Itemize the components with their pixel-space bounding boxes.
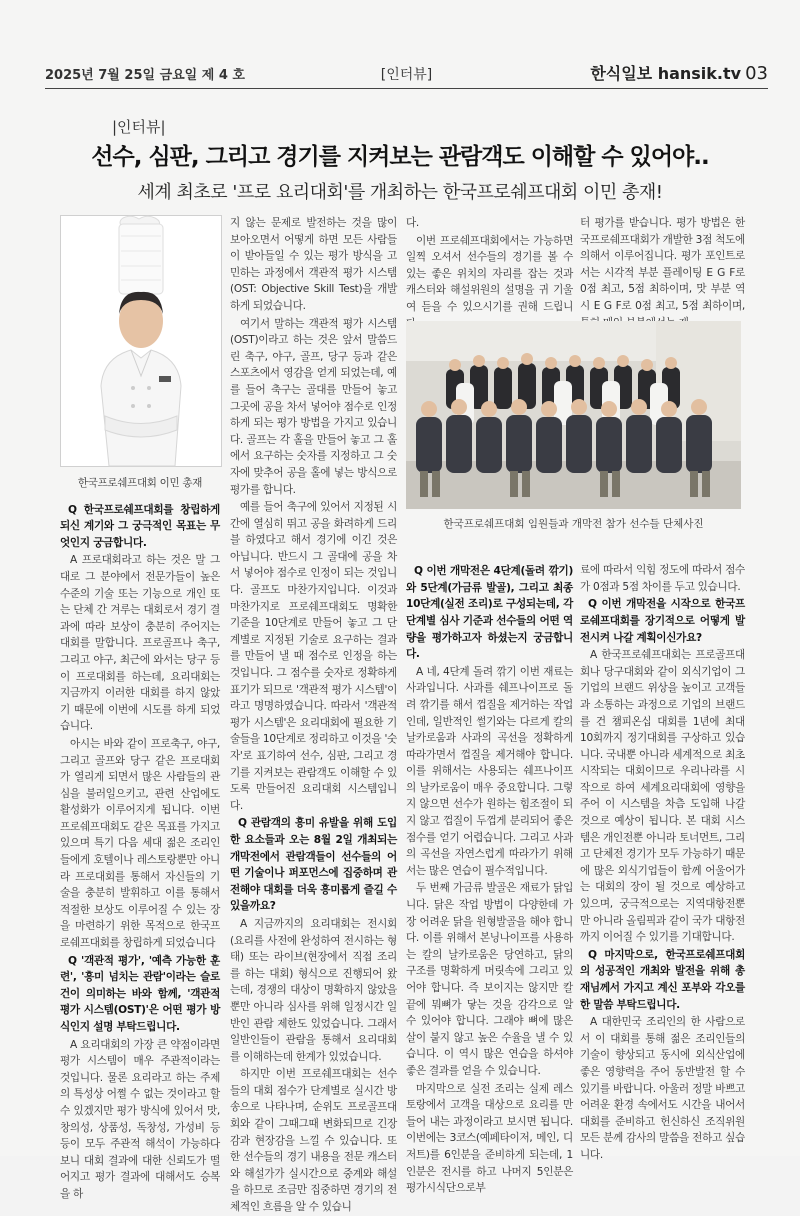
column-1-text [60,502,220,1203]
masthead-rule [45,88,768,89]
paragraph: 료에 따라서 익힘 정도에 따라서 점수가 0점과 5점 차이를 두고 있습니다. [580,564,745,593]
group-photo-image [406,321,741,509]
answer: A 프로대회라고 하는 것은 말 그대로 그 분야에서 전문가들이 높은 수준의 기술 또는 기능으로 개인 또는 단체 간 겨루는 대회로서 경기 결과에 따라 보상이 충분히 주어지는 대회를 말합니다. 프로골프나 축구, 그리고 야구, 최근에 와서는 당구 등이 프로대회를 하는데, 요리대회는 지금까지 이러한 대회를 하지 않았기 때문에 이번에 시도를 하게 되었습니다. [60,554,220,733]
answer: A 대한민국 조리인의 한 사람으로서 이 대회를 통해 젊은 조리인들의 기술이 향상되고 동시에 외식산업에 좋은 영향력을 주어 동반발전 할 수 있기를 바랍니다. 아울러 정말 바쁘고 어려운 환경 속에서도 시간을 내어서 대회를 준비하고 헌신하신 조직위원 모든 분께 감사의 말씀을 전하고 싶습니다. [580,1016,745,1161]
question: Q 이번 개막전을 시작으로 한국프로쉐프대회를 장기적으로 어떻게 발전시켜 나갈 계획이신가요? [580,598,745,644]
paragraph: 이번 프로쉐프대회에서는 가능하면 일찍 오셔서 선수들의 경기를 볼 수 있는 좋은 위치의 자리를 잡는 것과 캐스터와 해설위원의 설명을 귀 기울여 듣을 수 있으시기를 권해 드립니 [406,234,573,313]
paragraph: 마지막으로 실전 조리는 실제 레스토랑에서 고객을 대상으로 요리를 만들어 내는 과정이라고 보시면 됩니다. 이번에는 3코스(예페타이저, 메인, 디저트)를 6인분을 준비하게 되는데, 1인분은 전시를 하고 나머지 5인분은 평가시식단으로부 [406,1082,573,1195]
brand-name: 한식일보 hansik.tv [590,64,742,83]
issue-date: 2025년 7월 25일 금요일 제 4 호 [45,68,245,83]
question: Q 마지막으로, 한국프로쉐프대회의 성공적인 개최와 발전을 위해 총재님께서 가지고 계신 포부와 각오를 한 말씀 부탁드립니다. [580,948,745,1011]
paragraph: 여기서 말하는 객관적 평가 시스템(OST)이라고 하는 것은 앞서 말씀드린 축구, 야구, 골프, 당구 등과 같은 스포츠에서 영감을 얻게 되었는데, 예를 들어 축구는 골대를 만들어 놓고 그곳에 공을 차서 넣어야 점수로 인정하게 되는 평가 방법을 가지고 있습니다. 골프는 각 홀을 만들어 놓고 그 홀에서 요구하는 숫자를 지정하고 그 숫자에 맞추어 공을 홀에 넣는 방식으로 평가를 합니다. [230,317,397,496]
question: Q 관람객의 흥미 유발을 위해 도입한 요소들과 오는 8월 2일 개최되는 개막전에서 관람객들이 선수들의 어떤 기술이나 퍼포먼스에 집중하며 관전해야 대회를 더욱 흥미롭게 즐길 수 있을까요? [230,817,397,913]
paragraph: 하지만 이번 프로쉐프대회는 선수들의 대회 점수가 단계별로 실시간 방송으로 나타나며, 순위도 프로골프대회와 같이 그때그때 변화되므로 긴장감과 현장감을 느낄 수 있습니다. 또한 선수들의 경기 내용을 전문 캐스터와 해설가가 실시간으로 중계와 해설을 하므로 조금만 집중하면 경기의 전체적인 흐름을 알 수 있습니 [230,1068,397,1214]
article-kicker: |인터뷰| [112,118,166,136]
paragraph: 다. [406,217,420,229]
group-photo-caption: 한국프로쉐프대회 임원들과 개막전 참가 선수들 단체사진 [443,518,704,530]
article-subhead: 세계 최초로 '프로 요리대회'를 개최하는 한국프로쉐프대회 이민 총재! [137,182,663,203]
paragraph: 두 번째 가금류 발골은 재료가 닭입니다. 닭은 작업 방법이 다양한데 가장 어려운 닭을 원형발골을 해야 합니다. 이를 위해서 본닝나이프를 사용하는 칼의 날카로움은 당연하고, 닭의 구조를 명확하게 머릿속에 그리고 있어야 합니다. 즉 보이지는 않지만 칼 끝에 뭐뼈가 닿는 것을 감각으로 알 수 있어야 합니다. 그래야 뼈에 많은 살이 붙지 않고 높은 수율을 낼 수 있습니다. 이 역시 많은 연습을 하셔야 좋은 결과를 얻을 수 있습니다. [406,882,573,1077]
masthead [45,58,768,88]
question: Q '객관적 평가', '예측 가능한 훈련', '흥미 넘치는 관람'이라는 슬로건이 의미하는 바와 함께, '객관적 평가 시스템(OST)'은 어떤 평가 방식인지 설명 부탁드립니다. [60,954,220,1033]
group-photo [406,321,741,509]
article-column-2 [230,215,397,1214]
brand-and-page [590,61,768,84]
group-photo-block [406,321,741,531]
question: Q 이번 개막전은 4단계(돌려 깎기)와 5단계(가금류 발골), 그리고 최종 10단계(실전 조리)로 구성되는데, 각 단계별 심사 기준과 선수들의 어떤 역량을 평가하고자 하셨는지 궁금합니다. [406,565,573,661]
answer: A 네, 4단계 돌려 깎기 이번 재료는 사과입니다. 사과를 쉐프나이프로 돌려 깎기를 해서 껍질을 제거하는 작업인데, 일반적인 썰기와는 다르게 칼의 날카로움과 사과의 곡선을 정확하게 따라가면서 껍질을 제거해야 합니다. 이를 위해서는 사용되는 쉐프나이프의 날카로움이 매우 중요합니다. 그렇지 않으면 선수가 원하는 힘조절이 되지 않고 껍질이 두껍게 분리되어 좋은 점수를 얻기 어렵습니다. 그리고 사과의 곡선을 자연스럽게 따라가기 위해서는 많은 연습이 필수적입니다. [406,665,573,877]
paragraph: 지 않는 문제로 발전하는 것을 많이 보아오면서 어떻게 하면 모든 사람들이 받아들일 수 있는 평가 방식을 고민하는 과정에서 객관적 평가 시스템(OST: Objective Skill Test)을 개발하게 되었습니다. [230,217,397,312]
article-headline: 선수, 심판, 그리고 경기를 지켜보는 관람객도 이해할 수 있어야.. [91,144,709,170]
question: Q 한국프로쉐프대회를 창립하게 되신 계기와 그 궁극적인 목표는 무엇인지 궁금합니다. [60,503,220,549]
paragraph: 아시는 바와 같이 프로축구, 야구, 그리고 골프와 당구 같은 프로대회가 열리게 되면서 많은 사람들의 관심을 불러일으키고, 관련 산업에도 활성화가 이루어지게 됩니다. 이번 프로쉐프대회도 같은 목표를 가지고 있으며 특기 다음 세대 젊은 조리인들에게 호텔이나 레스토랑뿐만 아니라 프로대회를 통해서 자신들의 기술을 충분히 발휘하고 이를 통해서 적절한 보상도 이루어질 수 있는 장을 마련하기 위한 목적으로 한국프로쉐프대회를 창립하게 되었습니다 [60,737,220,950]
article-column-1 [60,215,220,1200]
portrait-photo [60,215,222,467]
answer: A 지금까지의 요리대회는 전시회(요리를 사전에 완성하여 전시하는 형태) 또는 라이브(현장에서 직접 조리를 하는 대회) 형식으로 진행되어 왔는데, 경쟁의 대상이 명확하지 않았을 뿐만 아니라 심사를 위해 일정시간 일반인 관람 제한도 있었습니다. 그래서 일반인들이 관람을 통해서 요리대회를 이해하는데 한계가 있었습니다. [230,917,397,1063]
answer: A 요리대회의 가장 큰 약점이라면 평가 시스템이 매우 주관적이라는 것입니다. 물론 요리라고 하는 주제의 특성상 어쩔 수 없는 것이라고 할 수 있겠지만 평가 방식에 있어서 맛, 창의성, 상품성, 독창성, 가성비 등등이 모두 주관적 해석이 가능하다 보니 대회 결과에 대한 신뢰도가 떨어지고 평가 결과에 대해서도 승복을 하 [60,1038,220,1200]
page-number: 03 [745,63,768,84]
answer: A 한국프로쉐프대회는 프로골프대회나 당구대회와 같이 외식기업이 그 기업의 브랜드 위상을 높이고 고객들과 소통하는 과정으로 기업의 브랜드를 건 챔피온십 대회를 1년에 최대 10회까지 정기대회를 구상하고 있습니다. 국내뿐 아니라 세계적으로 최초 시작되는 대회이므로 우리나라를 시작으로 하여 세계요리대회에 영향을 주어 이 시스템을 차츰 도입해 나갈 것으로 예상이 됩니다. 본 대회 시스템은 개인전뿐 아니라 토너먼트, 그리고 단체전 경기가 모두 가능하기 때문에 많은 외식기업들이 함께 어울어가는 대회의 장이 될 것으로 예상하고 있으며, 궁극적으로는 지역대항전뿐만 아니라 올림픽과 같이 국가 대항전까지 이어질 수 있기를 기대합니다. [580,649,745,944]
chef-portrait-image [61,216,221,466]
paragraph: 터 평가를 받습니다. 평가 방법은 한국프로쉐프대회가 개발한 3점 척도에 의해서 이루어집니다. 평가 포인트로서는 시각적 부분 플레이팅 E G F로 0점 최고, 5점 최하이며, 맛 부분 역시 E G F로 0점 최고, 5점 최하이며, [580,217,745,312]
section-label: [인터뷰] [380,67,433,83]
portrait-caption: 한국프로쉐프대회 이민 총재 [77,477,203,489]
paragraph: 예를 들어 축구에 있어서 지정된 시간에 열심히 뛰고 공을 화려하게 드리블 하였다고 해서 경기에 이긴 것은 아닙니다. 반드시 그 골대에 공을 차서 넣어야 점수로 인정이 되는 것입니다. 골프도 마찬가지입니다. 이것과 마찬가지로 프로쉐프대회도 명확한 기준을 10단계로 만들어 놓고 그 단계별로 지정된 기술로 요구하는 결과를 만들어 낼 때 점수로 인정을 하는 것입니다. 그 점수를 숫자로 정확하게 표기가 되므로 '객관적 평가 시스템'이라고 명명하였습니다. 따라서 '객관적 평가 시스템'은 요리대회에 필요한 기술들을 10단계로 정리하고 이것을 '숫자'로 표기하여 선수, 심판, 그리고 경기를 지켜보는 관람객도 이해할 수 있도록 만들어진 요리대회 시스템입니다. [230,501,397,812]
